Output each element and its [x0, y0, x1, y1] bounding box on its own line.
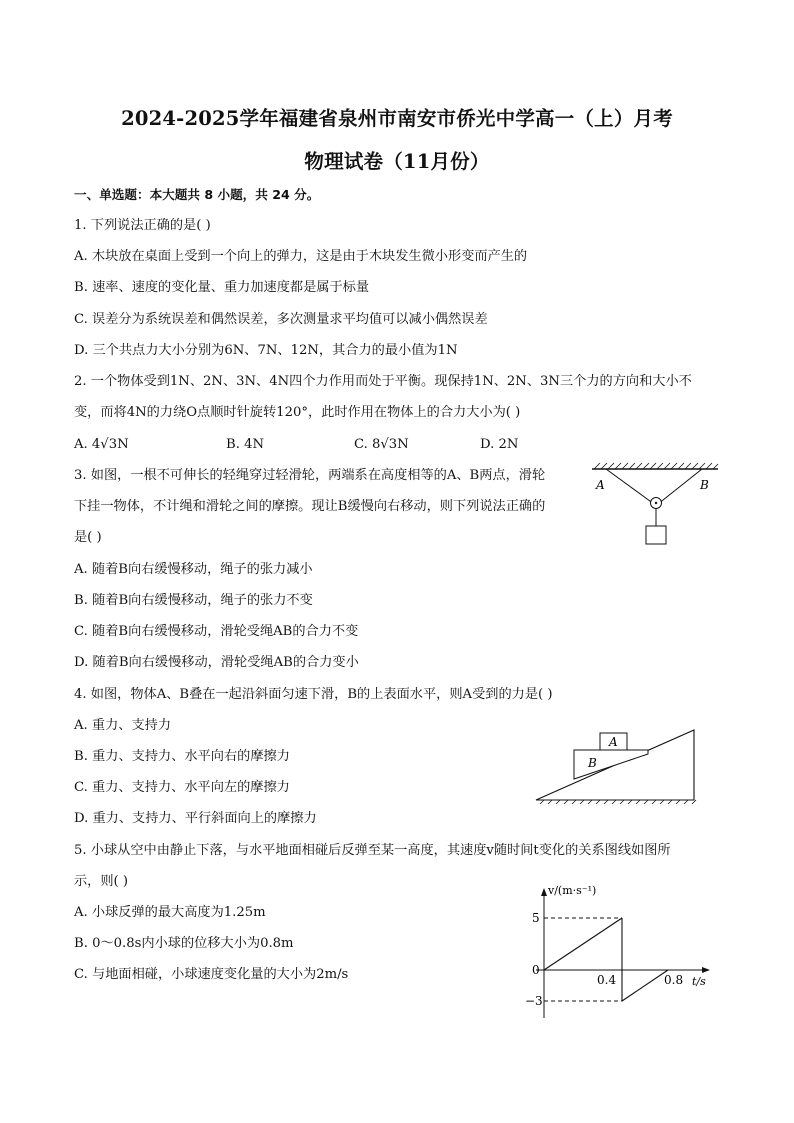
label-point-a: A	[596, 478, 605, 492]
exam-title-line2: 物理试卷（11月份）	[304, 150, 490, 173]
q3-stem-line1: 3. 如图，一根不可伸长的轻绳穿过轻滑轮，两端系在高度相等的A、B两点，滑轮	[74, 468, 546, 483]
exam-title-line1: 2024-2025学年福建省泉州市南安市侨光中学高一（上）月考	[121, 107, 673, 130]
q4-option-c: C. 重力、支持力、水平向左的摩擦力	[74, 780, 290, 795]
q2-option-c: C. 8√3N	[354, 437, 409, 452]
tick-label-0: 0	[532, 963, 540, 977]
section-heading: 一、单选题：本大题共 8 小题，共 24 分。	[74, 187, 320, 202]
q1-option-c: C. 误差分为系统误差和偶然误差，多次测量求平均值可以减小偶然误差	[74, 312, 488, 327]
q5-stem-line1: 5. 小球从空中由静止下落，与水平地面相碰后反弹至某一高度，其速度v随时间t变化的关系图线如图所	[74, 843, 671, 858]
q3-option-a: A. 随着B向右缓慢移动，绳子的张力减小	[74, 562, 313, 577]
tick-label-0-4: 0.4	[597, 973, 617, 987]
rope-right	[658, 469, 702, 504]
tick-label-0-8: 0.8	[664, 973, 684, 987]
q4-incline-figure	[530, 724, 700, 810]
q4-option-b: B. 重力、支持力、水平向右的摩擦力	[74, 749, 290, 764]
q5-option-a: A. 小球反弹的最大高度为1.25m	[74, 905, 266, 920]
q5-stem-line2: 示，则( )	[74, 874, 129, 889]
q4-option-a: A. 重力、支持力	[74, 718, 172, 733]
q1-option-a: A. 木块放在桌面上受到一个向上的弹力，这是由于木块发生微小形变而产生的	[74, 249, 528, 264]
q4-option-d: D. 重力、支持力、平行斜面向上的摩擦力	[74, 811, 317, 826]
label-block-a: A	[609, 735, 618, 749]
q3-stem-line2: 下挂一物体，不计绳和滑轮之间的摩擦。现让B缓慢向右移动，则下列说法正确的	[74, 499, 546, 514]
q5-vt-graph	[520, 880, 720, 1022]
q2-stem-line1: 2. 一个物体受到1N、2N、3N、4N四个力作用而处于平衡。现保持1N、2N、3N三个力的方向和大小不	[74, 374, 692, 389]
q3-option-d: D. 随着B向右缓慢移动，滑轮受绳AB的合力变小	[74, 655, 359, 670]
q1-option-d: D. 三个共点力大小分别为6N、7N、12N，其合力的最小值为1N	[74, 343, 458, 358]
graph-line-rise	[622, 970, 668, 1001]
q3-option-b: B. 随着B向右缓慢移动，绳子的张力不变	[74, 593, 313, 608]
q1-stem: 1. 下列说法正确的是( )	[74, 218, 211, 233]
hanging-block	[646, 526, 666, 544]
q2-option-b: B. 4N	[226, 437, 265, 452]
tick-label-neg3: −3	[525, 994, 543, 1008]
x-axis-arrow	[702, 967, 710, 973]
y-axis-arrow	[541, 888, 547, 896]
q2-stem-line2: 变，而将4N的力绕O点顺时针旋转120°，此时作用在物体上的合力大小为( )	[74, 405, 521, 420]
q3-pulley-figure	[588, 462, 722, 552]
q5-option-b: B. 0～0.8s内小球的位移大小为0.8m	[74, 936, 294, 951]
label-point-b: B	[700, 478, 709, 492]
rope-left	[606, 469, 654, 504]
q1-option-b: B. 速率、速度的变化量、重力加速度都是属于标量	[74, 280, 370, 295]
ceiling-hatching	[594, 463, 718, 469]
ground-hatching	[540, 800, 696, 804]
q2-option-d: D. 2N	[480, 437, 519, 452]
tick-label-5: 5	[532, 911, 540, 925]
graph-line-fall	[544, 918, 622, 970]
q2-option-a: A. 4√3N	[74, 437, 129, 452]
pulley-axle	[655, 502, 657, 504]
label-block-b: B	[588, 756, 597, 770]
q3-option-c: C. 随着B向右缓慢移动，滑轮受绳AB的合力不变	[74, 624, 359, 639]
q3-stem-line3: 是( )	[74, 530, 102, 545]
y-axis-label: v/(m·s⁻¹)	[548, 884, 597, 897]
q5-option-c: C. 与地面相碰，小球速度变化量的大小为2m/s	[74, 967, 349, 982]
q4-stem: 4. 如图，物体A、B叠在一起沿斜面匀速下滑，B的上表面水平，则A受到的力是( )	[74, 687, 553, 702]
x-axis-label: t/s	[692, 975, 706, 988]
